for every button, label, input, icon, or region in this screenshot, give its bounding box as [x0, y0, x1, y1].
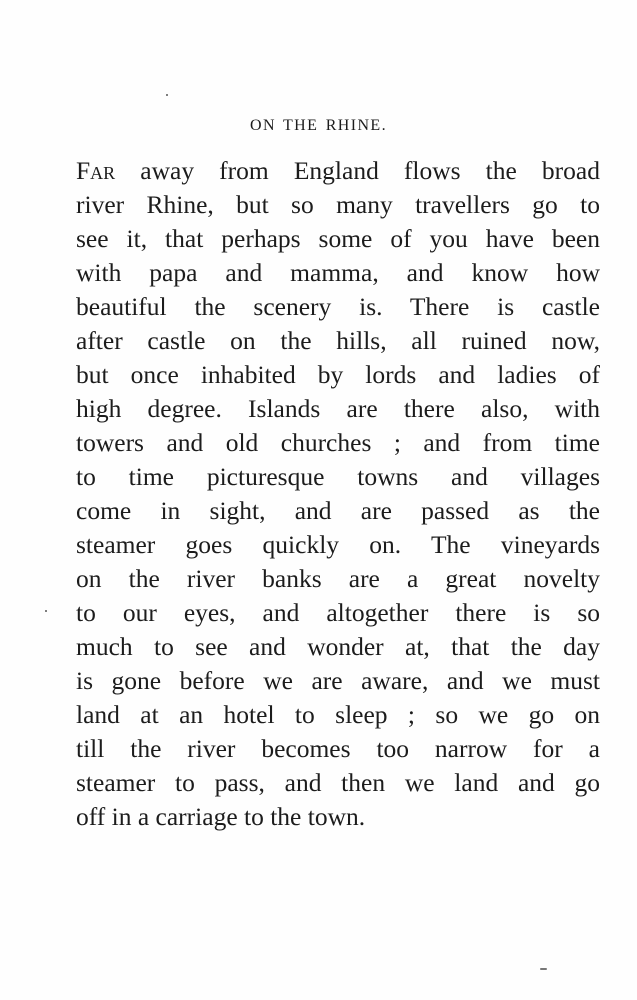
text-line: steamer goes quickly on. The vineyards [76, 530, 600, 559]
print-speck [45, 610, 47, 612]
print-speck [166, 94, 168, 96]
chapter-heading: ON THE RHINE. [249, 117, 387, 134]
text-line: to time picturesque towns and villages [76, 462, 600, 491]
body-paragraph [76, 154, 600, 834]
text-line: river Rhine, but so many travellers go to [76, 190, 600, 219]
text-line: much to see and wonder at, that the day [76, 632, 600, 661]
text-line: beautiful the scenery is. There is castle [76, 292, 600, 321]
print-speck [540, 968, 547, 970]
text-line: Far away from England flows the broad [76, 156, 600, 185]
text-line: to our eyes, and altogether there is so [76, 598, 600, 627]
text-line: high degree. Islands are there also, with [76, 394, 600, 423]
text-line: towers and old churches ; and from time [76, 428, 600, 457]
text-line: till the river becomes too narrow for a [76, 734, 600, 763]
text-line: after castle on the hills, all ruined now, [76, 326, 600, 355]
text-line: see it, that perhaps some of you have been [76, 224, 600, 253]
text-line: but once inhabited by lords and ladies of [76, 360, 600, 389]
text-line: on the river banks are a great novelty [76, 564, 600, 593]
text-line: steamer to pass, and then we land and go [76, 768, 600, 797]
opening-small-caps-word: Far [76, 156, 116, 185]
text-line: come in sight, and are passed as the [76, 496, 600, 525]
text-line: is gone before we are aware, and we must [76, 666, 600, 695]
text-line: with papa and mamma, and know how [76, 258, 600, 287]
text-line: off in a carriage to the town. [76, 802, 366, 831]
text-line: land at an hotel to sleep ; so we go on [76, 700, 600, 729]
